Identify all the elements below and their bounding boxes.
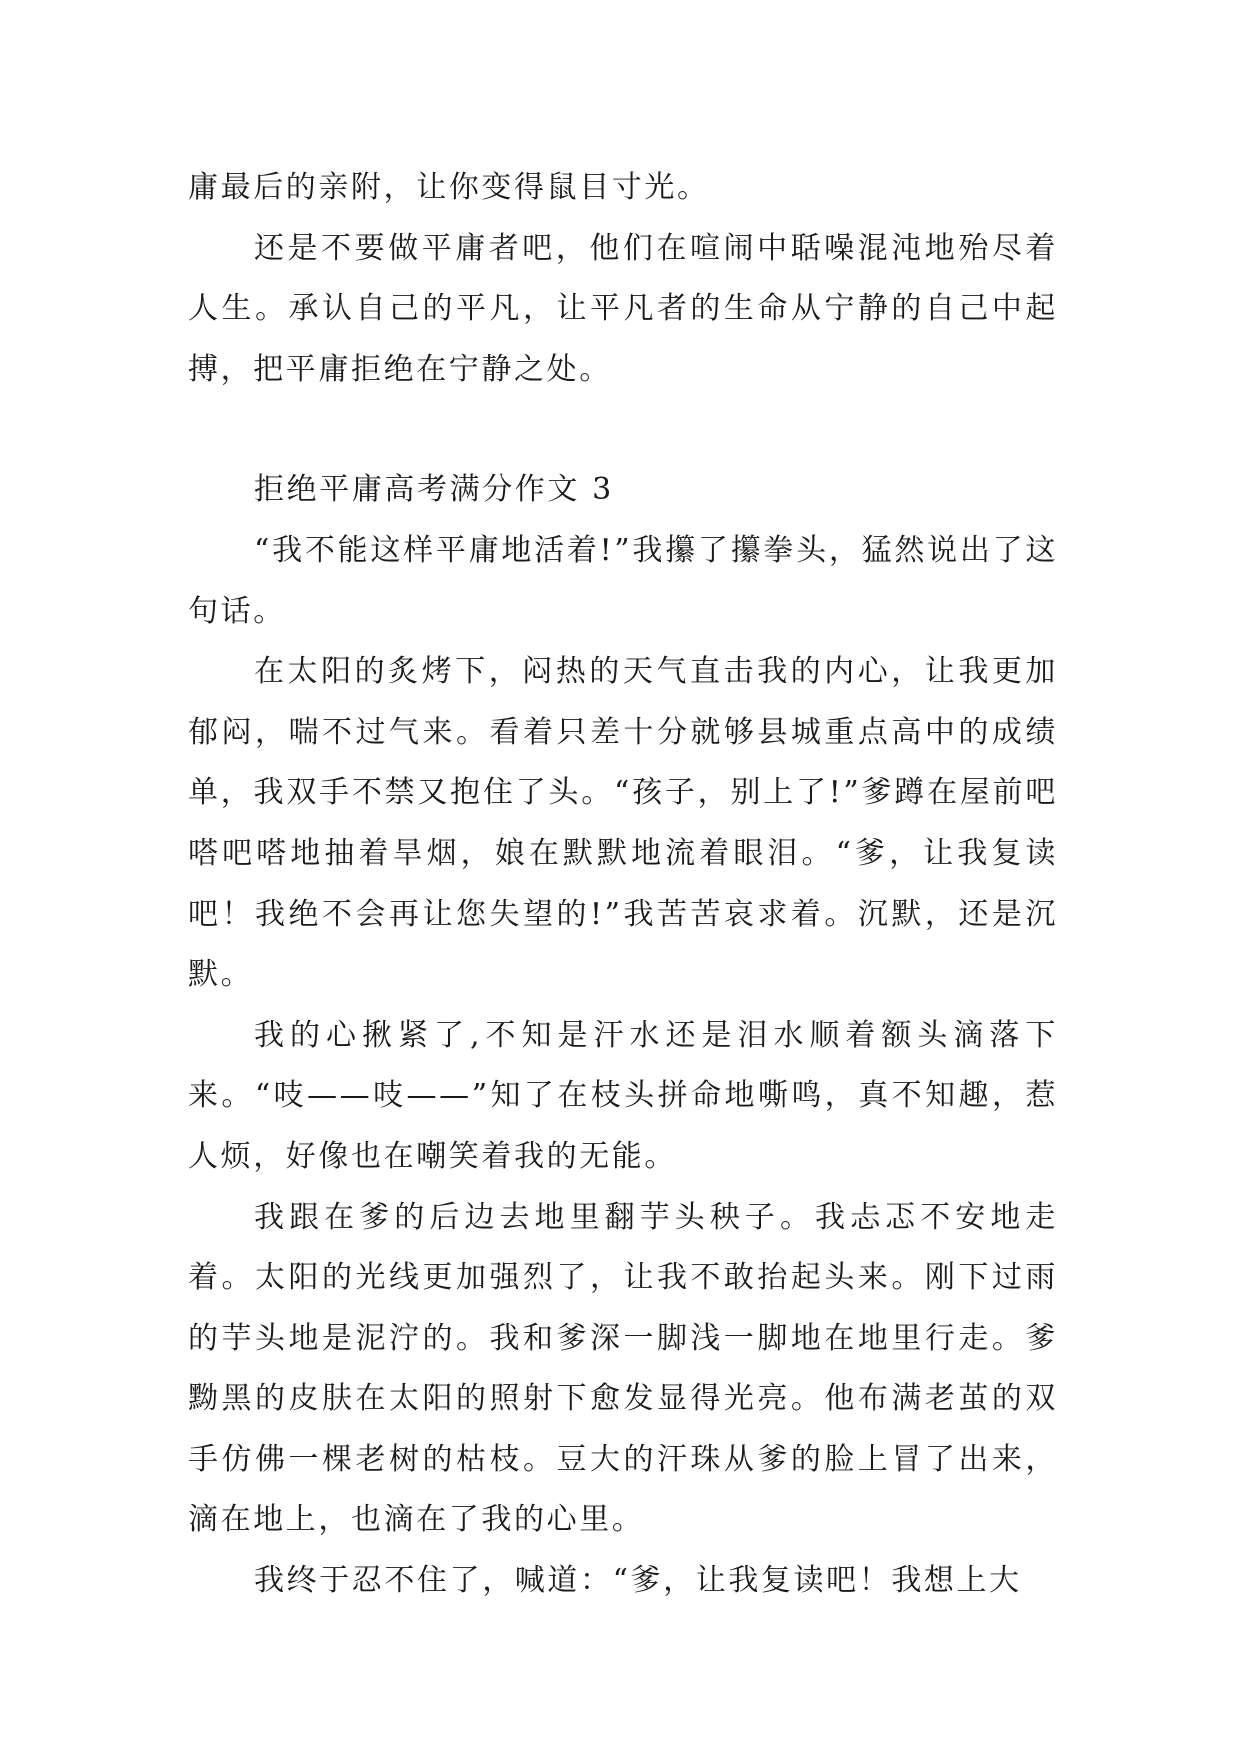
paragraph-continued: 庸最后的亲附，让你变得鼠目寸光。 <box>188 170 710 205</box>
paragraph: “我不能这样平庸地活着!”我攥了攥拳头，猛然说出了这句话。 <box>188 532 1058 629</box>
section-title: 拒绝平庸高考满分作文 3 <box>254 472 614 508</box>
section-gap <box>188 400 1058 460</box>
paragraph: 我的心揪紧了,不知是汗水还是泪水顺着额头滴落下来。“吱——吱——”知了在枝头拼命地嘶鸣，真不知趣，惹人烦，好像也在嘲笑着我的无能。 <box>188 1017 1058 1174</box>
paragraph: 还是不要做平庸者吧，他们在喧闹中聒噪混沌地殆尽着人生。承认自己的平凡，让平凡者的生命从宁静的自己中起搏，把平庸拒绝在宁静之处。 <box>188 230 1058 387</box>
document-page <box>188 158 1058 1612</box>
paragraph: 我跟在爹的后边去地里翻芋头秧子。我忐忑不安地走着。太阳的光线更加强烈了，让我不敢抬起头来。刚下过雨的芋头地是泥泞的。我和爹深一脚浅一脚地在地里行走。爹黝黑的皮肤在太阳的照射下愈发显得光亮。他布满老茧的双手仿佛一棵老树的枯枝。豆大的汗珠从爹的脸上冒了出来，滴在地上，也滴在了我的心里。 <box>188 1199 1058 1538</box>
paragraph: 我终于忍不住了，喊道：“爹，让我复读吧！我想上大 <box>254 1563 1022 1599</box>
paragraph: 在太阳的炙烤下，闷热的天气直击我的内心，让我更加郁闷，喘不过气来。看着只差十分就够县城重点高中的成绩单，我双手不禁又抱住了头。“孩子，别上了!”爹蹲在屋前吧嗒吧嗒地抽着旱烟，娘在默默地流着眼泪。“爹，让我复读吧！我绝不会再让您失望的!”我苦苦哀求着。沉默，还是沉默。 <box>188 654 1058 993</box>
